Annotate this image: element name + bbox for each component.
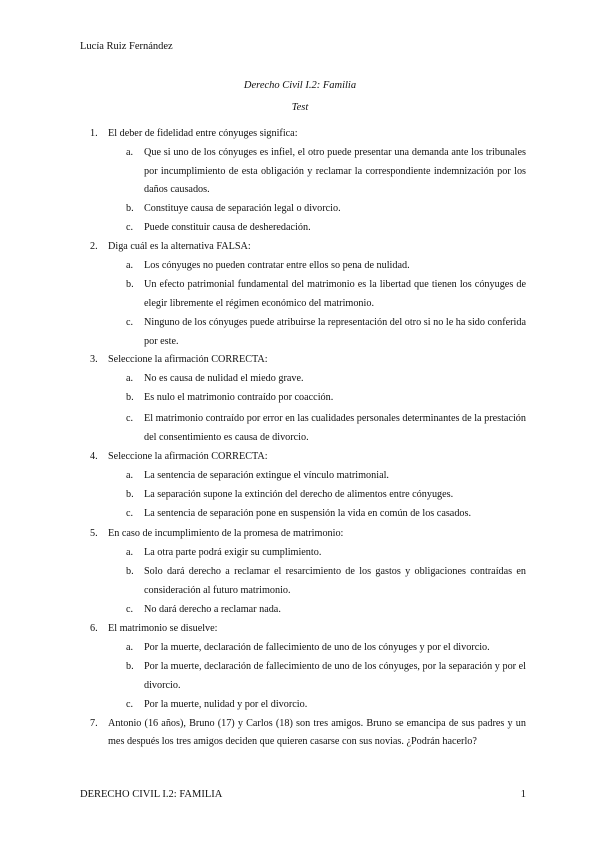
- question-text: El matrimonio se disuelve:: [108, 623, 218, 634]
- question-4-option-b: [126, 486, 526, 505]
- option-letter: b.: [126, 203, 134, 214]
- question-number: 5.: [90, 528, 98, 539]
- question-2-option-c: [126, 314, 526, 351]
- question-1-option-c: [126, 219, 526, 238]
- question-text: En caso de incumplimiento de la promesa de matrimonio:: [108, 528, 344, 539]
- option-letter: c.: [126, 508, 134, 519]
- option-letter: a.: [126, 147, 134, 158]
- question-number: 1.: [90, 128, 98, 139]
- author-name: Lucía Ruiz Fernández: [80, 41, 173, 52]
- option-letter: b.: [126, 661, 134, 672]
- question-4: [90, 448, 526, 465]
- option-text: La sentencia de separación pone en suspensión la vida en común de los casados.: [144, 508, 472, 519]
- question-number: 2.: [90, 241, 98, 252]
- question-1-option-b: [126, 200, 526, 219]
- option-text: Los cónyuges no pueden contratar entre ellos so pena de nulidad.: [144, 260, 410, 271]
- option-letter: b.: [126, 566, 134, 577]
- option-text: La otra parte podrá exigir su cumplimiento.: [144, 547, 322, 558]
- option-text: La separación supone la extinción del derecho de alimentos entre cónyuges.: [144, 489, 454, 500]
- question-5: [90, 525, 526, 542]
- question-5-option-a: [126, 544, 526, 563]
- option-text: El matrimonio contraído por error en las cualidades personales determinantes de la prestación del consentimiento es causa de divorcio.: [144, 413, 526, 443]
- question-number: 3.: [90, 354, 98, 365]
- question-3: [90, 351, 526, 368]
- option-letter: c.: [126, 222, 134, 233]
- option-letter: c.: [126, 317, 134, 328]
- option-letter: c.: [126, 413, 134, 424]
- question-text: El deber de fidelidad entre cónyuges significa:: [108, 128, 298, 139]
- question-number: 6.: [90, 623, 98, 634]
- option-letter: a.: [126, 642, 134, 653]
- option-text: Por la muerte, nulidad y por el divorcio.: [144, 699, 308, 710]
- question-2-option-b: [126, 276, 526, 313]
- option-letter: a.: [126, 260, 134, 271]
- question-text: Diga cuál es la alternativa FALSA:: [108, 241, 251, 252]
- question-3-option-a: [126, 370, 526, 389]
- option-text: Un efecto patrimonial fundamental del matrimonio es la libertad que tienen los cónyuges de elegir libremente el régimen económico del matrimonio.: [144, 279, 526, 309]
- question-5-option-b: [126, 563, 526, 600]
- option-text: No es causa de nulidad el miedo grave.: [144, 373, 304, 384]
- question-1-option-a: [126, 144, 526, 200]
- question-2: [90, 238, 526, 255]
- footer-course: DERECHO CIVIL I.2: FAMILIA: [80, 789, 223, 800]
- page-number: 1: [520, 789, 526, 800]
- question-6-option-a: [126, 639, 526, 658]
- question-6-option-b: [126, 658, 526, 695]
- option-letter: a.: [126, 373, 134, 384]
- question-number: 7.: [90, 718, 98, 729]
- question-4-option-c: [126, 505, 526, 524]
- option-letter: b.: [126, 489, 134, 500]
- option-text: Es nulo el matrimonio contraído por coacción.: [144, 392, 334, 403]
- option-text: Constituye causa de separación legal o divorcio.: [144, 203, 341, 214]
- option-letter: a.: [126, 547, 134, 558]
- option-text: La sentencia de separación extingue el vínculo matrimonial.: [144, 470, 389, 481]
- option-text: Por la muerte, declaración de fallecimiento de uno de los cónyuges y por el divorcio.: [144, 642, 490, 653]
- question-2-option-a: [126, 257, 526, 276]
- option-text: Que si uno de los cónyuges es infiel, el otro puede presentar una demanda ante los tribunales por incumplimiento de esta obligación y reclamar la correspondiente indemnización por los daños causados.: [144, 147, 526, 195]
- question-1: [90, 125, 526, 142]
- question-6: [90, 620, 526, 637]
- option-letter: b.: [126, 392, 134, 403]
- question-text: Seleccione la afirmación CORRECTA:: [108, 451, 268, 462]
- question-5-option-c: [126, 601, 526, 620]
- option-letter: b.: [126, 279, 134, 290]
- question-3-option-b: [126, 389, 526, 408]
- option-text: No dará derecho a reclamar nada.: [144, 604, 281, 615]
- option-text: Por la muerte, declaración de fallecimiento de uno de los cónyuges, por la separación y por el divorcio.: [144, 661, 526, 691]
- option-text: Solo dará derecho a reclamar el resarcimiento de los gastos y obligaciones contraídas en consideración al futuro matrimonio.: [144, 566, 526, 596]
- option-text: Ninguno de los cónyuges puede atribuirse la representación del otro si no le ha sido conferida por este.: [144, 317, 526, 347]
- option-letter: c.: [126, 604, 134, 615]
- document-subtitle: Test: [291, 102, 309, 113]
- question-7: [90, 715, 526, 751]
- option-text: Puede constituir causa de desheredación.: [144, 222, 311, 233]
- question-3-option-c: [126, 410, 526, 447]
- question-number: 4.: [90, 451, 98, 462]
- question-6-option-c: [126, 696, 526, 715]
- option-letter: a.: [126, 470, 134, 481]
- document-title: Derecho Civil I.2: Familia: [243, 80, 357, 91]
- question-text: Seleccione la afirmación CORRECTA:: [108, 354, 268, 365]
- question-text: Antonio (16 años), Bruno (17) y Carlos (18) son tres amigos. Bruno se emancipa de sus padres y un mes después los tres amigos deciden que quieren casarse con sus novias. ¿Podrán hacerlo?: [108, 718, 526, 747]
- option-letter: c.: [126, 699, 134, 710]
- question-4-option-a: [126, 467, 526, 486]
